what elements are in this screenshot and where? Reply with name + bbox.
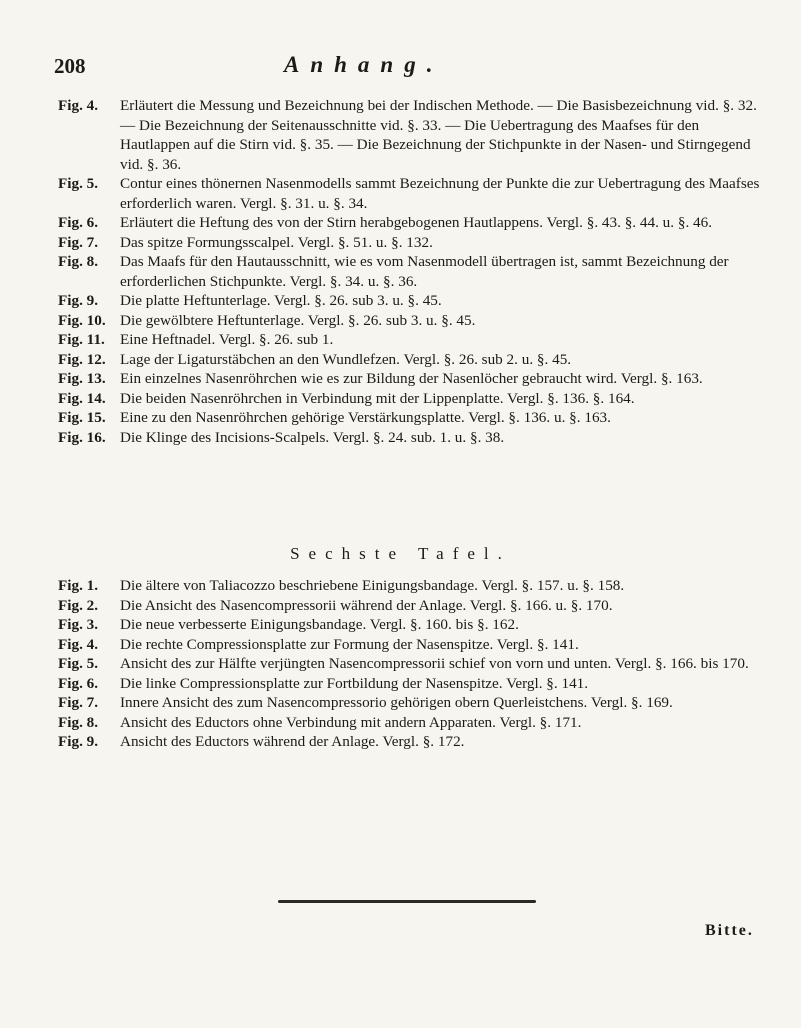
figure-description: Die beiden Nasenröhrchen in Verbindung mit der Lippenplatte. Vergl. §. 136. §. 164. xyxy=(120,389,635,407)
figure-description: Die Klinge des Incisions-Scalpels. Vergl. §. 24. sub. 1. u. §. 38. xyxy=(120,428,505,446)
figure-label: Fig. 12. xyxy=(58,350,106,368)
figure-description: Die gewölbtere Heftunterlage. Vergl. §. 26. sub 3. u. §. 45. xyxy=(120,311,476,329)
figure-label: Fig. 11. xyxy=(58,331,105,348)
figure-label: Fig. 1. xyxy=(58,577,99,594)
figure-entry xyxy=(58,713,766,733)
figure-description: Die platte Heftunterlage. Vergl. §. 26. sub 3. u. §. 45. xyxy=(120,292,442,309)
figure-label: Fig. 2. xyxy=(58,596,99,614)
figure-description: Die linke Compressionsplatte zur Fortbildung der Nasenspitze. Vergl. §. 141. xyxy=(120,674,589,692)
figure-entry xyxy=(58,252,766,291)
figure-list-section-1 xyxy=(58,96,766,447)
figure-description: Erläutert die Messung und Bezeichnung bei der Indischen Methode. — Die Basisbezeichnung vid. §. 32. — Die Bezeichnung der Seitenausschnitte vid. §. 33. — Die Uebertragung des Maafses für den Hautlappen auf die Stirn vid. §. 35. — Die Bezeichnung der Stichpunkte in der Nasen- und Stirngegend vid. §. 36. xyxy=(120,97,757,173)
figure-label: Fig. 15. xyxy=(58,409,106,426)
figure-entry xyxy=(58,674,766,694)
figure-entry xyxy=(58,615,766,635)
catchword: Bitte. xyxy=(705,922,754,939)
figure-entry xyxy=(58,330,766,350)
figure-entry xyxy=(58,233,766,253)
figure-entry xyxy=(58,732,766,752)
figure-description: Die neue verbesserte Einigungsbandage. Vergl. §. 160. bis §. 162. xyxy=(120,616,519,633)
figure-entry xyxy=(58,576,766,596)
figure-entry xyxy=(58,428,766,448)
running-head: Anhang. xyxy=(284,52,444,77)
figure-label: Fig. 6. xyxy=(58,674,99,692)
figure-entry xyxy=(58,389,766,409)
figure-description: Die rechte Compressionsplatte zur Formung der Nasenspitze. Vergl. §. 141. xyxy=(120,635,579,653)
figure-description: Das spitze Formungsscalpel. Vergl. §. 51. u. §. 132. xyxy=(120,233,433,251)
figure-entry xyxy=(58,350,766,370)
figure-description: Innere Ansicht des zum Nasencompressorio gehörigen obern Querleistchens. Vergl. §. 169. xyxy=(120,694,673,711)
figure-label: Fig. 7. xyxy=(58,694,99,711)
figure-description: Ansicht des Eductors während der Anlage. Vergl. §. 172. xyxy=(120,733,465,750)
figure-entry xyxy=(58,311,766,331)
figure-label: Fig. 9. xyxy=(58,733,99,750)
figure-entry xyxy=(58,408,766,428)
divider-rule xyxy=(278,900,536,903)
figure-entry xyxy=(58,96,766,174)
figure-description: Eine zu den Nasenröhrchen gehörige Verstärkungsplatte. Vergl. §. 136. u. §. 163. xyxy=(120,409,611,426)
figure-description: Ansicht des zur Hälfte verjüngten Nasencompressorii schief von vorn und unten. Vergl. §. 166. bis 170. xyxy=(120,655,749,672)
figure-label: Fig. 16. xyxy=(58,428,106,446)
figure-label: Fig. 5. xyxy=(58,175,99,192)
figure-label: Fig. 14. xyxy=(58,389,106,407)
figure-entry xyxy=(58,693,766,713)
figure-label: Fig. 5. xyxy=(58,655,99,672)
figure-label: Fig. 7. xyxy=(58,233,99,251)
figure-label: Fig. 8. xyxy=(58,713,99,731)
figure-description: Contur eines thönernen Nasenmodells sammt Bezeichnung der Punkte die zur Uebertragung des Maafses erforderlich waren. Vergl. §. 31. u. §. 34. xyxy=(120,175,760,212)
page-header xyxy=(54,52,754,82)
figure-description: Die Ansicht des Nasencompressorii während der Anlage. Vergl. §. 166. u. §. 170. xyxy=(120,596,613,614)
figure-label: Fig. 6. xyxy=(58,214,99,231)
figure-description: Ansicht des Eductors ohne Verbindung mit andern Apparaten. Vergl. §. 171. xyxy=(120,713,582,731)
figure-description: Die ältere von Taliacozzo beschriebene Einigungsbandage. Vergl. §. 157. u. §. 158. xyxy=(120,577,625,594)
page-number: 208 xyxy=(54,54,86,78)
figure-description: Lage der Ligaturstäbchen an den Wundlefzen. Vergl. §. 26. sub 2. u. §. 45. xyxy=(120,350,572,368)
figure-entry xyxy=(58,654,766,674)
figure-entry xyxy=(58,291,766,311)
figure-description: Erläutert die Heftung des von der Stirn herabgebogenen Hautlappens. Vergl. §. 43. §. 44. u. §. 46. xyxy=(120,214,713,231)
figure-entry xyxy=(58,213,766,233)
figure-entry xyxy=(58,596,766,616)
figure-description: Eine Heftnadel. Vergl. §. 26. sub 1. xyxy=(120,331,334,348)
figure-label: Fig. 13. xyxy=(58,370,106,387)
figure-description: Ein einzelnes Nasenröhrchen wie es zur Bildung der Nasenlöcher gebraucht wird. Vergl. §. 163. xyxy=(120,370,703,387)
figure-list-section-2 xyxy=(58,576,766,752)
figure-label: Fig. 4. xyxy=(58,97,99,114)
figure-entry xyxy=(58,369,766,389)
figure-description: Das Maafs für den Hautausschnitt, wie es vom Nasenmodell übertragen ist, sammt Bezeichnung der erforderlichen Stichpunkte. Vergl. §. 34. u. §. 36. xyxy=(120,253,729,290)
figure-label: Fig. 3. xyxy=(58,616,99,633)
figure-label: Fig. 8. xyxy=(58,253,99,270)
figure-label: Fig. 10. xyxy=(58,311,106,329)
figure-entry xyxy=(58,635,766,655)
figure-label: Fig. 4. xyxy=(58,635,99,653)
section-title: Sechste Tafel. xyxy=(290,544,511,563)
figure-label: Fig. 9. xyxy=(58,292,99,309)
figure-entry xyxy=(58,174,766,213)
